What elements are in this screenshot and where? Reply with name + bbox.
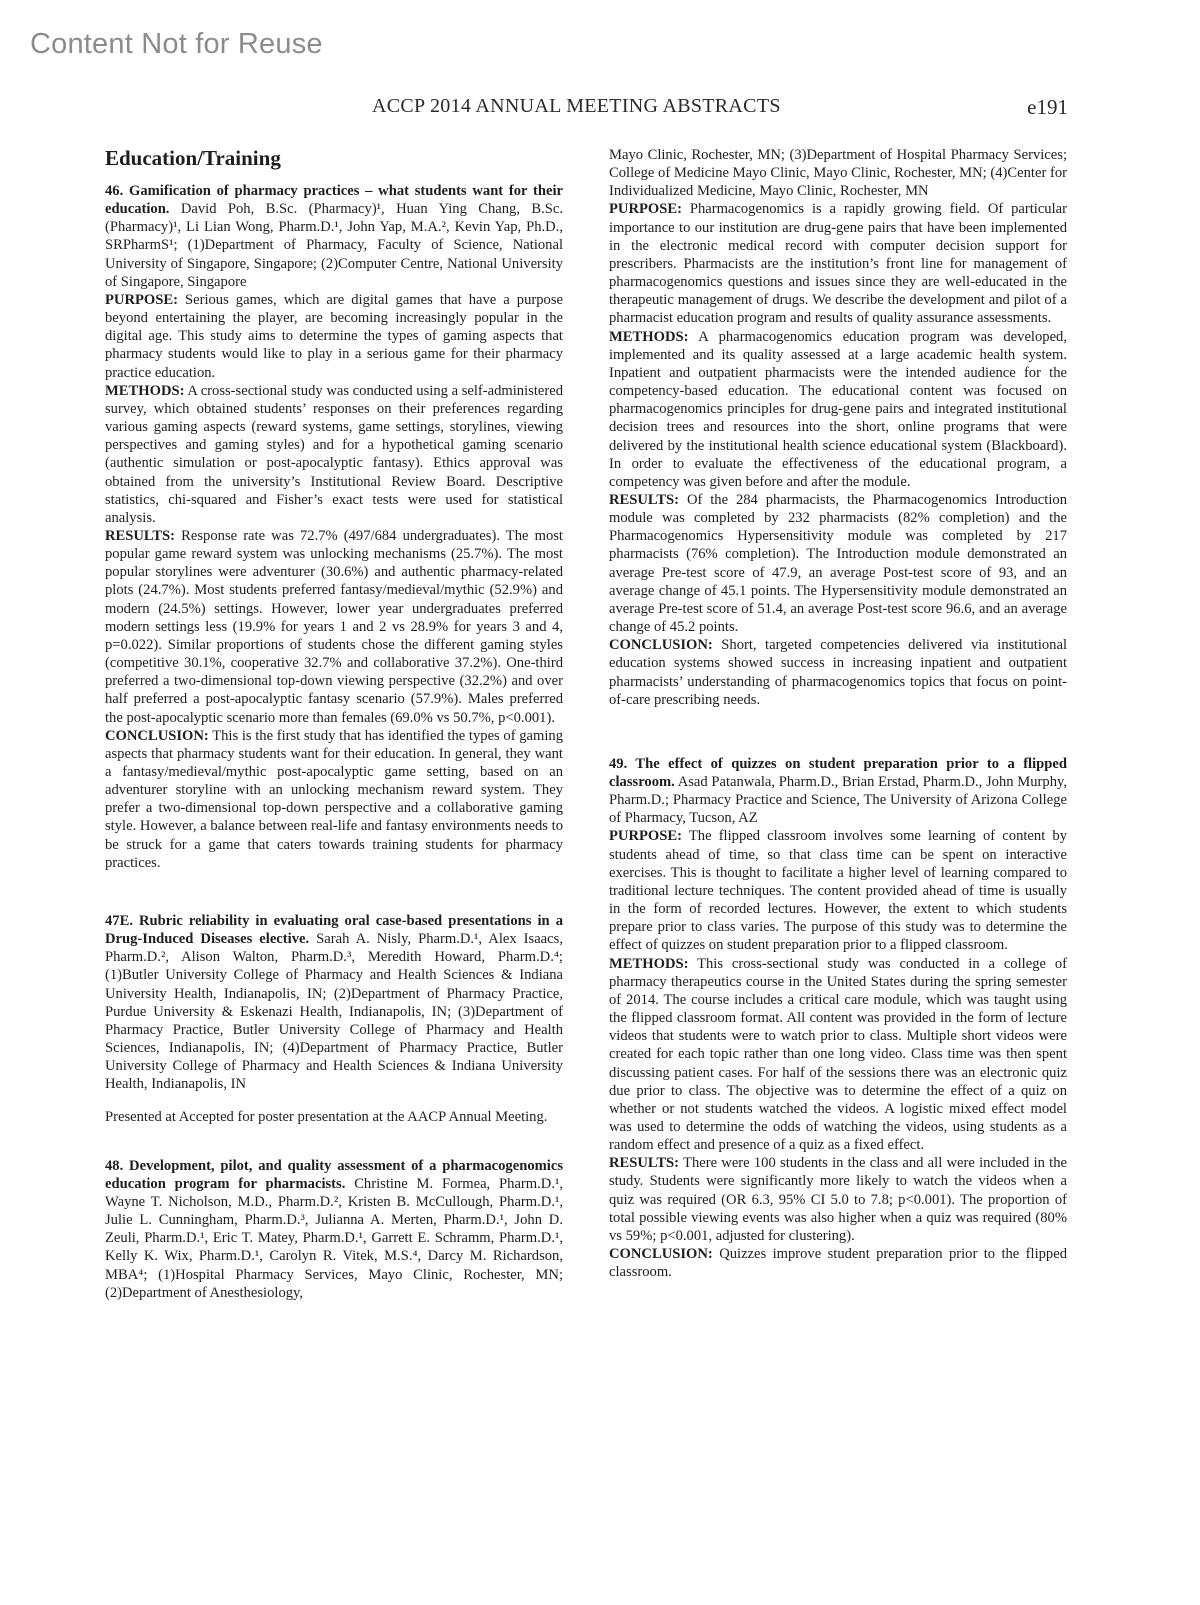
conclusion-paragraph xyxy=(105,727,563,872)
abstract-49 xyxy=(609,755,1067,1282)
methods-paragraph xyxy=(105,382,563,527)
purpose-text: The flipped classroom involves some learning of content by students ahead of time, so that class time can be spent on interactive exercises. This is thought to facilitate a higher level of learning compared to traditional lecture techniques. The content provided ahead of time is usually in the form of recorded lectures. However, the extent to which students prepare prior to class varies. The purpose of this study was to determine the effect of quizzes on student preparation prior to a flipped classroom. xyxy=(609,828,1067,954)
abstract-header xyxy=(105,912,563,1094)
purpose-text: Pharmacogenomics is a rapidly growing field. Of particular importance to our institution are drug-gene pairs that have been implemented in the electronic medical record with computer decision support for prescribers. Pharmacists are the institution’s front line for management of pharmacogenomics questions and issues since they are well-educated in the therapeutic management of drugs. We describe the development and pilot of a pharmacist education program and results of quality assurance assessments. xyxy=(609,201,1067,327)
methods-label: METHODS: xyxy=(609,328,689,345)
abstract-48 xyxy=(105,1157,563,1302)
running-head: ACCP 2014 ANNUAL MEETING ABSTRACTS xyxy=(372,95,781,117)
methods-text: A cross-sectional study was conducted using a self-administered survey, which obtained students’ responses on their preferences regarding various gaming aspects (reward systems, game settings, storylines, viewing perspectives and gaming styles) and for a hypothetical gaming scenario (authentic simulation or post-apocalyptic fantasy). Ethics approval was obtained from the university’s Institutional Review Board. Descriptive statistics, chi-squared and Fisher’s exact tests were used for statistical analysis. xyxy=(105,382,564,526)
abstract-title: 48. Development, pilot, and quality assessment of a pharmacogenomics education program for pharmacists. xyxy=(105,1157,563,1192)
results-label: RESULTS: xyxy=(609,491,680,508)
page-number: e191 xyxy=(1027,95,1068,119)
methods-text: A pharmacogenomics education program was developed, implemented and its quality assessed at a large academic health system. Inpatient and outpatient pharmacists were the intended audience for the competency-based education. The educational content was focused on pharmacogenomics principles for drug-gene pairs and integrated institutional decision trees and resources into the short, online programs that were delivered by the institutional health science educational system (Blackboard). In order to evaluate the effectiveness of the educational program, a competency was given before and after the module. xyxy=(609,328,1067,490)
abstract-authors: David Poh, B.Sc. (Pharmacy)¹, Huan Ying Chang, B.Sc. (Pharmacy)¹, Li Lian Wong, Pharm.D.¹, John Yap, M.A.², Kevin Yap, Ph.D., SRPharmS¹; (1)Department of Pharmacy, Faculty of Science, National University of Singapore, Singapore; (2)Computer Centre, National University of Singapore, Singapore xyxy=(105,201,563,290)
purpose-paragraph xyxy=(105,291,563,382)
purpose-label: PURPOSE: xyxy=(105,291,178,308)
conclusion-label: CONCLUSION: xyxy=(105,727,209,744)
section-title: Education/Training xyxy=(105,146,281,170)
abstract-header xyxy=(105,1157,563,1302)
abstract-title: 49. The effect of quizzes on student preparation prior to a flipped classroom. xyxy=(609,755,1067,790)
abstract-authors: Sarah A. Nisly, Pharm.D.¹, Alex Isaacs, Pharm.D.², Alison Walton, Pharm.D.³, Meredith Howard, Pharm.D.⁴; (1)Butler University College of Pharmacy and Health Sciences & Indiana University Health, Indianapolis, IN; (2)Department of Pharmacy Practice, Purdue University & Eskenazi Health, Indianapolis, IN; (3)Department of Pharmacy Practice, Butler University College of Pharmacy and Health Sciences, Indianapolis, IN; (4)Department of Pharmacy Practice, Butler University College of Pharmacy and Health Sciences & Indiana University Health, Indianapolis, IN xyxy=(105,931,563,1093)
abstract-authors-continued: Mayo Clinic, Rochester, MN; (3)Department of Hospital Pharmacy Services; College of Medicine Mayo Clinic, Mayo Clinic, Rochester, MN; (4)Center for Individualized Medicine, Mayo Clinic, Rochester, MN xyxy=(609,147,1067,200)
results-paragraph xyxy=(609,1154,1067,1245)
methods-paragraph xyxy=(609,328,1067,491)
results-paragraph xyxy=(105,527,563,727)
abstract-authors: Christine M. Formea, Pharm.D.¹, Wayne T. Nicholson, M.D., Pharm.D.², Kristen B. McCullough, Pharm.D.¹, Julie L. Cunningham, Pharm.D.³, Julianna A. Merten, Pharm.D.¹, John D. Zeuli, Pharm.D.¹, Eric T. Matey, Pharm.D.¹, Garrett E. Schramm, Pharm.D.¹, Kelly K. Wix, Pharm.D.¹, Carolyn R. Vitek, M.S.⁴, Darcy M. Richardson, MBA⁴; (1)Hospital Pharmacy Services, Mayo Clinic, Rochester, MN; (2)Department of Anesthesiology, xyxy=(105,1175,563,1301)
methods-paragraph xyxy=(609,955,1067,1155)
abstract-46 xyxy=(105,182,563,872)
presentation-note: Presented at Accepted for poster presentation at the AACP Annual Meeting. xyxy=(105,1108,548,1125)
conclusion-paragraph xyxy=(609,636,1067,709)
purpose-label: PURPOSE: xyxy=(609,201,682,218)
purpose-paragraph xyxy=(609,827,1067,954)
results-label: RESULTS: xyxy=(609,1155,680,1172)
results-label: RESULTS: xyxy=(105,527,176,544)
purpose-label: PURPOSE: xyxy=(609,828,682,845)
conclusion-label: CONCLUSION: xyxy=(609,637,713,654)
right-column xyxy=(609,146,1067,1281)
abstract-title: 47E. Rubric reliability in evaluating oral case-based presentations in a Drug-Induced Diseases elective. xyxy=(105,912,563,948)
left-column xyxy=(105,146,563,1302)
results-paragraph xyxy=(609,491,1067,636)
results-text: Response rate was 72.7% (497/684 undergraduates). The most popular game reward system was unlocking mechanisms (25.7%). The most popular storylines were adventurer (30.6%) and authentic pharmacy-related plots (24.7%). Most students preferred fantasy/medieval/mythic (52.9%) and modern (24.5%) settings. However, lower year undergraduates preferred modern settings less (19.9% for years 1 and 2 vs 28.9% for years 3 and 4, p=0.022). Similar proportions of students chose the different gaming styles (competitive 30.1%, cooperative 32.7% and collaborative 37.2%). One-third preferred a two-dimensional top-down viewing perspective (32.2%) and over half preferred a post-apocalyptic fantasy scenario (57.9%). Males preferred the post-apocalyptic scenario more than females (69.0% vs 50.7%, p<0.001). xyxy=(105,527,563,726)
abstract-header xyxy=(609,755,1067,828)
methods-label: METHODS: xyxy=(609,955,689,972)
conclusion-label: CONCLUSION: xyxy=(609,1246,713,1263)
abstract-48-continued xyxy=(609,146,1067,709)
purpose-paragraph xyxy=(609,200,1067,327)
abstract-47e xyxy=(105,912,563,1126)
conclusion-text: Quizzes improve student preparation prior to the flipped classroom. xyxy=(609,1246,1067,1281)
conclusion-text: This is the first study that has identified the types of gaming aspects that pharmacy students want for their education. In general, they want a fantasy/medieval/mythic post-apocalyptic game setting, based on an adventurer storyline with an unlocking mechanism reward system. They prefer a two-dimensional top-down perspective and a collaborative gaming style. However, a balance between real-life and fantasy environments needs to be struck for a game that caters towards training students for pharmacy practices. xyxy=(105,727,563,871)
methods-text: This cross-sectional study was conducted in a college of pharmacy therapeutics course in the United States during the spring semester of 2014. The course includes a critical care module, which was taught using the flipped classroom format. All content was provided in the form of lecture videos that students were to watch prior to class. Multiple short videos were created for each topic rather than one long video. Class time was then spent discussing patient cases. For half of the sessions there was an electronic quiz due prior to class. The objective was to determine the effect of a quiz on whether or not students watched the videos. A logistic mixed effect model was used to determine the odds of watching the videos, using students as a random effect and presence of a quiz as a fixed effect. xyxy=(609,955,1067,1154)
results-text: There were 100 students in the class and all were included in the study. Students were significantly more likely to watch the videos when a quiz was required (OR 6.3, 95% CI 5.0 to 7.8; p<0.001). The proportion of total possible viewing events was also higher when a quiz was required (80% vs 59%; p<0.001, adjusted for clustering). xyxy=(609,1155,1067,1244)
methods-label: METHODS: xyxy=(105,382,185,399)
conclusion-text: Short, targeted competencies delivered via institutional education systems showed success in increasing inpatient and outpatient pharmacists’ understanding of pharmacogenomics topics that focus on point-of-care prescribing needs. xyxy=(609,637,1068,708)
abstract-header xyxy=(105,182,563,291)
watermark: Content Not for Reuse xyxy=(30,28,323,60)
purpose-text: Serious games, which are digital games that have a purpose beyond entertaining the player, are becoming increasingly popular in the digital age. This study aims to determine the types of gaming aspects that pharmacy students would like to play in a serious game for their pharmacy practice education. xyxy=(105,291,563,381)
conclusion-paragraph xyxy=(609,1245,1067,1281)
abstract-authors: Asad Patanwala, Pharm.D., Brian Erstad, Pharm.D., John Murphy, Pharm.D.; Pharmacy Practice and Science, The University of Arizona College of Pharmacy, Tucson, AZ xyxy=(609,774,1067,827)
results-text: Of the 284 pharmacists, the Pharmacogenomics Introduction module was completed by 232 pharmacists (82% completion) and the Pharmacogenomics Hypersensitivity module was completed by 217 pharmacists (76% completion). The Introduction module demonstrated an average Pre-test score of 47.9, an average Post-test score of 93, and an average change of 45.1 points. The Hypersensitivity module demonstrated an average Pre-test score of 51.4, an average Post-test score 96.6, and an average change of 45.2 points. xyxy=(609,491,1067,636)
abstract-title: 46. Gamification of pharmacy practices – what students want for their education. xyxy=(105,183,563,218)
